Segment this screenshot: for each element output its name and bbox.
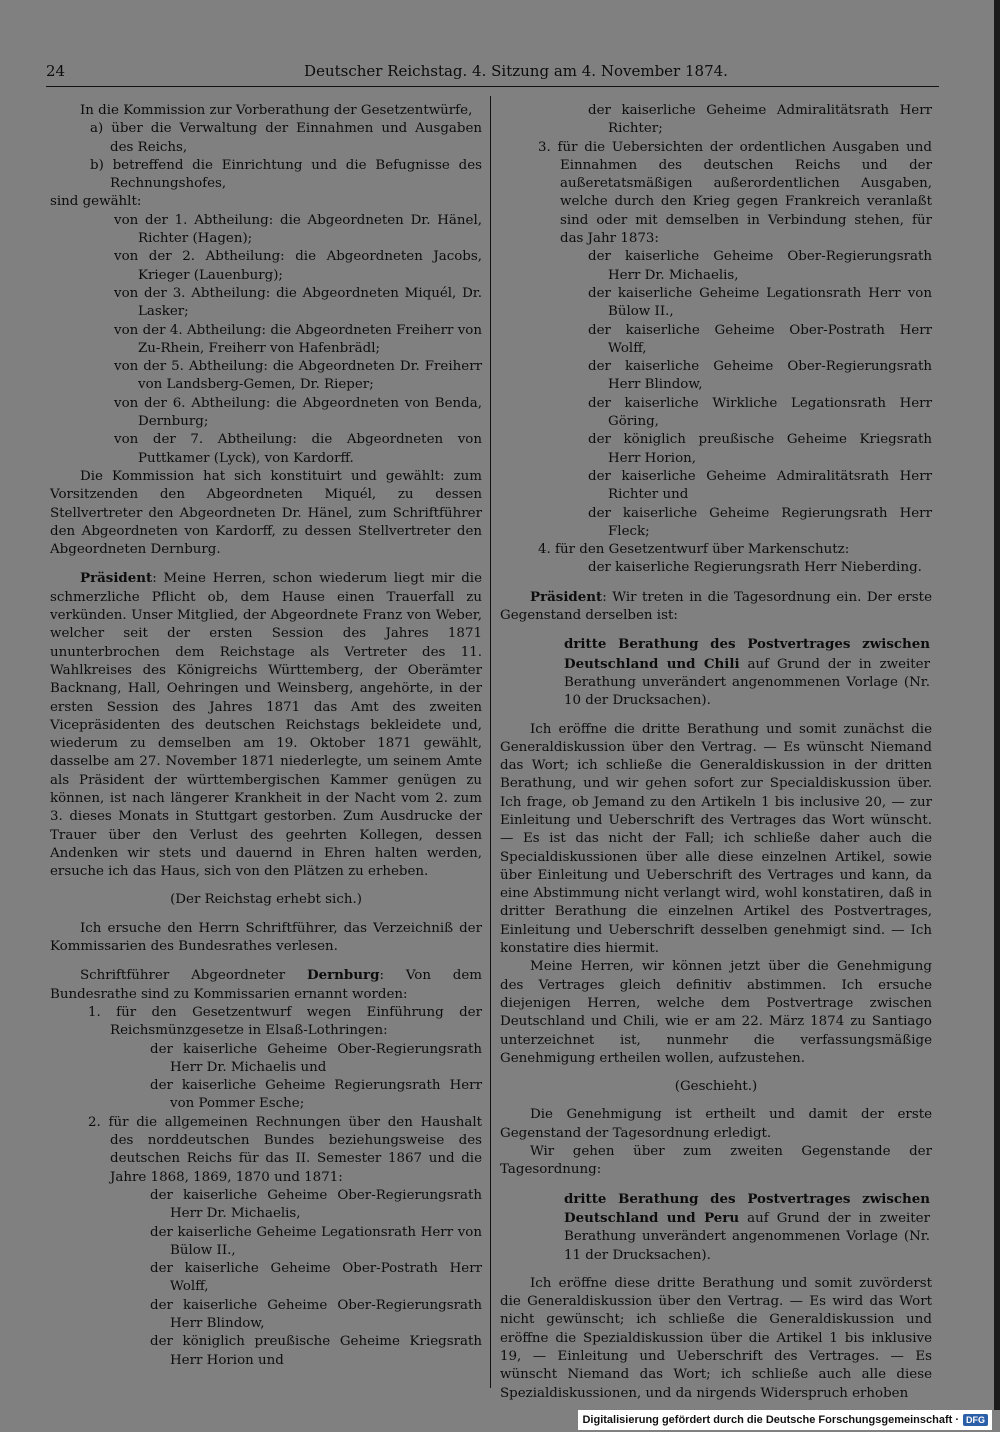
list-item: von der 2. Abtheilung: die Abgeordneten Jacobs, Krieger (Lauenburg); bbox=[114, 249, 482, 283]
list-item: der kaiserliche Geheime Regierungsrath Herr von Pommer Esche; bbox=[150, 1078, 482, 1112]
list-item: der kaiserliche Geheime Legationsrath Herr von Bülow II., bbox=[588, 285, 932, 320]
footer-credit bbox=[578, 1410, 992, 1430]
list-item: 2. für die allgemeinen Rechnungen über den Haushalt des norddeutschen Bundes beziehungsweise des deutschen Reichs für das II. Semester 1867 und die Jahre 1868, 1869, 1870 und 1871: bbox=[88, 1114, 482, 1185]
list-item: 1. für den Gesetzentwurf wegen Einführung der Reichsmünzgesetze in Elsaß-Lothringen: bbox=[88, 1004, 482, 1039]
speech-text: : Wir treten in die Tagesordnung ein. Der erste Gegenstand derselben ist: bbox=[500, 589, 932, 624]
list-item: der kaiserliche Regierungsrath Herr Nieberding. bbox=[588, 560, 922, 576]
speech-paragraph bbox=[50, 966, 482, 1004]
list-item: a) über die Verwaltung der Einnahmen und Ausgaben des Reichs, bbox=[90, 121, 482, 155]
column-divider bbox=[490, 96, 491, 1388]
paragraph: Ich eröffne diese dritte Berathung und somit zuvörderst die Generaldiskussion über den Vertrag. — Es wird das Wort nicht gewünscht; ich schließe die Generaldiskussion und eröffne die Spezialdiskussion über die Artikel 1 bis inklusive 19, — Einleitung und Ueberschrift des Vertrages. — Es wünscht Niemand das Wort; ich schließe auch alle diese Spezialdiskussionen, und da nirgends Widerspruch erhoben bbox=[500, 1275, 932, 1401]
paragraph: Die Kommission hat sich konstituirt und gewählt: zum Vorsitzenden den Abgeordneten Miquél, zu dessen Stellvertreter den Abgeordneten Dr. Hänel, zum Schriftführer den Abgeordneten von Kardorff, zu dessen Stellvertreter den Abgeordneten Dernburg. bbox=[50, 468, 482, 558]
list-item: von der 7. Abtheilung: die Abgeordneten von Puttkamer (Lyck), von Kardorff. bbox=[114, 432, 482, 466]
page-header bbox=[46, 62, 986, 86]
list-item: der kaiserliche Geheime Ober-Regierungsrath Herr Blindow, bbox=[588, 359, 932, 393]
list-item: von der 3. Abtheilung: die Abgeordneten Miquél, Dr. Lasker; bbox=[114, 285, 482, 320]
agenda-title: dritte Berathung des Postvertrages zwischen Deutschland und Chili bbox=[564, 636, 930, 672]
right-column bbox=[500, 102, 932, 1403]
speaker-label: Dernburg bbox=[307, 967, 380, 984]
list-item: b) betreffend die Einrichtung und die Befugnisse des Rechnungshofes, bbox=[90, 157, 482, 192]
speech-paragraph bbox=[500, 588, 932, 626]
running-title: Deutscher Reichstag. 4. Sitzung am 4. November 1874. bbox=[304, 62, 728, 80]
header-rule bbox=[46, 86, 939, 87]
list-item: der kaiserliche Geheime Ober-Postrath Herr Wolff, bbox=[588, 322, 932, 356]
speaker-label: Präsident bbox=[530, 588, 603, 605]
paragraph: Die Genehmigung ist ertheilt und damit der erste Gegenstand der Tagesordnung erledigt. bbox=[500, 1107, 932, 1141]
paragraph: Wir gehen über zum zweiten Gegenstande der Tagesordnung: bbox=[500, 1144, 932, 1178]
list-item: von der 5. Abtheilung: die Abgeordneten Dr. Freiherr von Landsberg-Gemen, Dr. Rieper; bbox=[114, 359, 482, 393]
speaker-prefix: Schriftführer Abgeordneter bbox=[80, 968, 307, 984]
stage-direction: (Geschieht.) bbox=[674, 1079, 758, 1095]
list-item: der königlich preußische Geheime Kriegsrath Herr Horion, bbox=[588, 432, 932, 466]
page-number: 24 bbox=[46, 62, 66, 80]
agenda-text: auf Grund der in zweiter Berathung unverändert angenommenen Vorlage (Nr. 11 der Drucksachen). bbox=[564, 1210, 930, 1263]
paragraph: Ich ersuche den Herrn Schriftführer, das Verzeichniß der Kommissarien des Bundesrathes verlesen. bbox=[50, 920, 482, 955]
left-column bbox=[50, 102, 482, 1370]
list-item: von der 1. Abtheilung: die Abgeordneten Dr. Hänel, Richter (Hagen); bbox=[114, 212, 482, 247]
list-item: der kaiserliche Geheime Ober-Regierungsrath Herr Dr. Michaelis und bbox=[150, 1041, 482, 1075]
list-item: von der 4. Abtheilung: die Abgeordneten Freiherr von Zu-Rhein, Freiherr von Hafenbrädl; bbox=[114, 322, 482, 356]
paragraph: Meine Herren, wir können jetzt über die Genehmigung des Vertrages gleich definitiv abstimmen. Ich ersuche diejenigen Herren, welche dem Postvertrage zwischen Deutschland und Chili, wie er am 22. März 1874 zu Santiago unterzeichnet ist, nunmehr die verfassungsmäßige Genehmigung ertheilen wollen, aufzustehen. bbox=[500, 959, 932, 1066]
list-item: der kaiserliche Geheime Admiralitätsrath Herr Richter und bbox=[588, 468, 932, 503]
paragraph: sind gewählt: bbox=[50, 194, 142, 210]
footer-text: Digitalisierung gefördert durch die Deutsche Forschungsgemeinschaft · bbox=[582, 1414, 959, 1426]
list-item: der kaiserliche Geheime Ober-Regierungsrath Herr Dr. Michaelis, bbox=[588, 249, 932, 283]
list-item: der kaiserliche Geheime Admiralitätsrath Herr Richter; bbox=[588, 103, 932, 137]
paragraph: In die Kommission zur Vorberathung der Gesetzentwürfe, bbox=[80, 103, 473, 118]
agenda-item bbox=[500, 635, 932, 710]
speech-text: : Von dem Bundesrathe sind zu Kommissarien ernannt worden: bbox=[50, 968, 482, 1002]
speaker-label: Präsident bbox=[80, 570, 153, 587]
list-item: der kaiserliche Geheime Ober-Regierungsrath Herr Blindow, bbox=[150, 1297, 482, 1331]
speech-text: : Meine Herren, schon wiederum liegt mir die schmerzliche Pflicht ob, dem Hause einen Trauerfall zu verkünden. Unser Mitglied, der Abgeordnete Franz von Weber, welcher seit der ersten Session des Jahres 1871 ununterbrochen dem Reichstage als Vertreter des 11. Wahlkreises des Königreichs Württemberg, der Oberämter Backnang, Hall, Oehringen und Weinsberg, angehörte, in der ersten Session des Jahres 1871 das Amt des zweiten Vicepräsidenten des deutschen Reichstags bekleidete und, wiederum zu demselben am 19. Oktober 1871 gewählt, dasselbe am 27. November 1871 niederlegte, um seinem Amte als Präsident der württembergischen Kammer genügen zu können, ist nach längerer Krankheit in der Nacht vom 2. zum 3. dieses Monats in Stuttgart gestorben. Zum Ausdrucke der Trauer über den Verlust des geehrten Kollegen, dessen Andenken wir stets und dauernd in Ehren halten werden, ersuche ich das Haus, sich von den Plätzen zu erheben. bbox=[50, 571, 482, 880]
stage-direction: (Der Reichstag erhebt sich.) bbox=[170, 892, 362, 908]
paragraph: Ich eröffne die dritte Berathung und somit zunächst die Generaldiskussion über den Vertrag. — Es wünscht Niemand das Wort; ich schließe die Generaldiskussion in der dritten Berathung, und wir gehen sofort zur Specialdiskussion über. Ich frage, ob Jemand zu den Artikeln 1 bis inclusive 20, — zur Einleitung und Ueberschrift des Vertrages das Wort wünscht. — Es ist das nicht der Fall; ich schließe daher auch die Specialdiskussionen über alle diese einzelnen Artikel, sowie über Einleitung und Ueberschrift des Vertrages und kann, da eine Abstimmung nicht verlangt wird, wohl konstatiren, daß in dritter Berathung die einzelnen Artikel des Postvertrages, Einleitung und Ueberschrift desselben genehmigt sind. — Ich konstatire dies hiermit. bbox=[500, 721, 932, 957]
scan-edge-shadow bbox=[994, 0, 1000, 1410]
list-item: der kaiserliche Geheime Regierungsrath Herr Fleck; bbox=[588, 505, 932, 539]
list-item: der kaiserliche Geheime Ober-Regierungsrath Herr Dr. Michaelis, bbox=[150, 1187, 482, 1222]
speech-paragraph bbox=[50, 569, 482, 881]
list-item: 3. für die Uebersichten der ordentlichen Ausgaben und Einnahmen des deutschen Reichs und der außeretatsmäßigen außerordentlichen Ausgaben, welche durch den Krieg gegen Frankreich veranlaßt sind oder mit demselben in Verbindung stehen, für das Jahr 1873: bbox=[538, 139, 932, 247]
list-item: der königlich preußische Geheime Kriegsrath Herr Horion und bbox=[150, 1334, 482, 1368]
list-item: der kaiserliche Geheime Legationsrath Herr von Bülow II., bbox=[150, 1224, 482, 1258]
list-item: 4. für den Gesetzentwurf über Markenschutz: bbox=[538, 542, 850, 558]
agenda-title: dritte Berathung des Postvertrages zwischen Deutschland und Peru bbox=[564, 1190, 930, 1226]
agenda-text: auf Grund der in zweiter Berathung unverändert angenommenen Vorlage (Nr. 10 der Drucksachen). bbox=[564, 656, 931, 709]
list-item: der kaiserliche Geheime Ober-Postrath Herr Wolff, bbox=[150, 1261, 482, 1295]
list-item: der kaiserliche Wirkliche Legationsrath Herr Göring, bbox=[588, 395, 932, 430]
agenda-item bbox=[500, 1190, 932, 1265]
list-item: von der 6. Abtheilung: die Abgeordneten von Benda, Dernburg; bbox=[114, 395, 482, 430]
dfg-logo: DFG bbox=[963, 1414, 988, 1426]
